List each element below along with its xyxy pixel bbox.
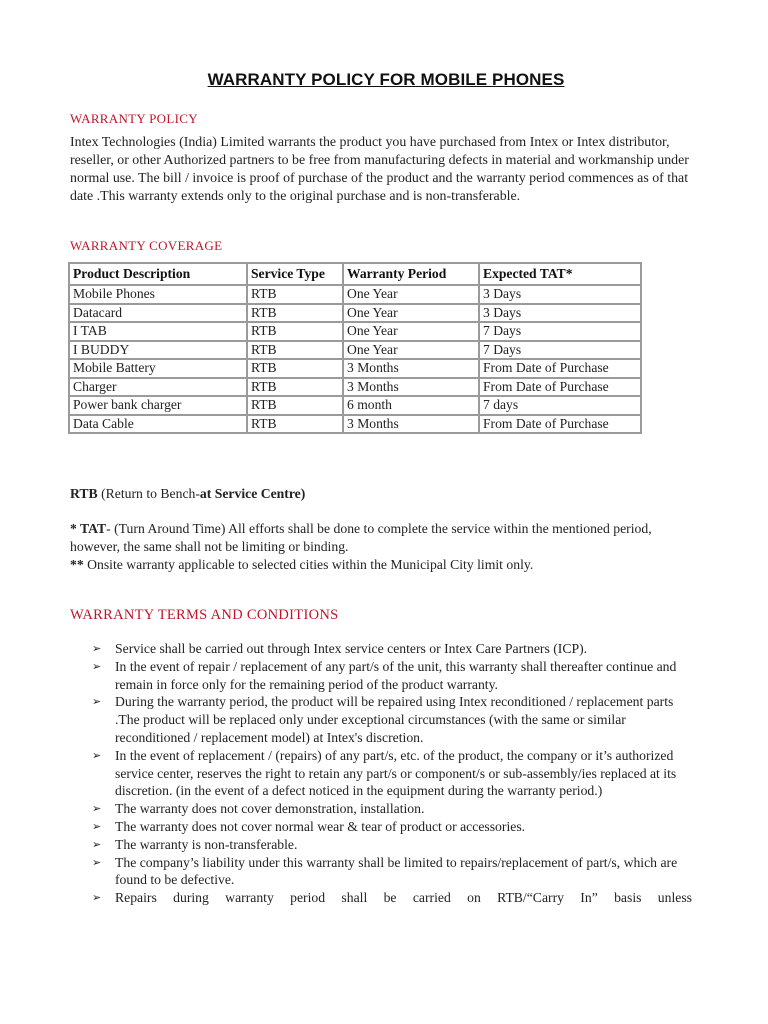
arrow-bullet-icon: ➢ bbox=[92, 642, 102, 655]
table-cell: RTB bbox=[247, 378, 343, 397]
table-cell: RTB bbox=[247, 341, 343, 360]
table-cell: From Date of Purchase bbox=[479, 359, 641, 378]
arrow-bullet-icon: ➢ bbox=[92, 819, 102, 833]
table-row bbox=[69, 396, 641, 415]
list-item bbox=[92, 658, 692, 694]
table-cell: 6 month bbox=[343, 396, 479, 415]
list-item bbox=[92, 818, 692, 836]
table-cell: 3 Months bbox=[343, 359, 479, 378]
list-item-text: Repairs during warranty period shall be carried on RTB/“Carry In” basis unless bbox=[115, 890, 692, 906]
table-cell: Mobile Battery bbox=[69, 359, 247, 378]
table-row bbox=[69, 341, 641, 360]
table-row bbox=[69, 304, 641, 323]
list-item bbox=[92, 747, 692, 800]
table-cell: I TAB bbox=[69, 322, 247, 341]
rtb-bold-text: at Service Centre) bbox=[199, 486, 306, 501]
list-item bbox=[92, 640, 692, 658]
rtb-note bbox=[70, 485, 692, 503]
tat-text: - (Turn Around Time) All efforts shall be done to complete the service within the mentioned period, however, the same shall not be limiting or binding. bbox=[70, 521, 652, 554]
list-item bbox=[92, 800, 692, 818]
table-row bbox=[69, 415, 641, 434]
arrow-bullet-icon: ➢ bbox=[92, 837, 102, 851]
list-item bbox=[92, 693, 692, 746]
table-cell: RTB bbox=[247, 285, 343, 304]
table-cell: I BUDDY bbox=[69, 341, 247, 360]
list-item-text: The warranty does not cover normal wear & tear of product or accessories. bbox=[115, 818, 526, 834]
arrow-bullet-icon: ➢ bbox=[92, 802, 102, 816]
column-header: Warranty Period bbox=[343, 263, 479, 285]
table-cell: RTB bbox=[247, 322, 343, 341]
warranty-coverage-table bbox=[68, 262, 642, 434]
table-cell: Datacard bbox=[69, 304, 247, 323]
warranty-policy-text: Intex Technologies (India) Limited warrants the product you have purchased from Intex or Intex distributor, reseller, or other Authorized partners to be free from manufacturing defects in material and workmanship under normal use. The bill / invoice is proof of purchase of the product and the warranty period commences as of that date .This warranty extends only to the original purchase and is non-transferable. bbox=[70, 135, 689, 204]
rtb-paren-text: (Return to Bench- bbox=[97, 486, 200, 501]
column-header: Service Type bbox=[247, 263, 343, 285]
warranty-coverage-heading: WARRANTY COVERAGE bbox=[70, 238, 223, 253]
onsite-star: ** bbox=[70, 556, 84, 572]
list-item bbox=[92, 854, 692, 890]
rtb-term: RTB bbox=[70, 486, 98, 501]
list-item-text: During the warranty period, the product will be repaired using Intex reconditioned / replacement parts .The product will be replaced only under exceptional circumstances (with the same or similar reconditioned / replacement model) at Intex's discretion. bbox=[115, 694, 674, 745]
arrow-bullet-icon: ➢ bbox=[92, 659, 102, 673]
arrow-bullet-icon: ➢ bbox=[92, 695, 102, 709]
table-cell: Power bank charger bbox=[69, 396, 247, 415]
table-cell: 3 Days bbox=[479, 304, 641, 323]
table-cell: From Date of Purchase bbox=[479, 378, 641, 397]
list-item-text: In the event of replacement / (repairs) of any part/s, etc. of the product, the company or it’s authorized service center, reserves the right to retain any part/s or component/s or sub-assembly/ies replaced at its discretion. (in the event of a defect noticed in the equipment during the warranty period.) bbox=[115, 747, 677, 799]
terms-list bbox=[92, 640, 692, 907]
column-header: Expected TAT* bbox=[479, 263, 641, 285]
table-cell: Charger bbox=[69, 378, 247, 397]
list-item-text: In the event of repair / replacement of any part/s of the unit, this warranty shall thereafter continue and remain in force only for the remaining period of the product warranty. bbox=[115, 658, 677, 692]
column-header: Product Description bbox=[69, 263, 247, 285]
table-cell: 7 Days bbox=[479, 341, 641, 360]
table-cell: 3 Months bbox=[343, 378, 479, 397]
arrow-bullet-icon: ➢ bbox=[92, 748, 102, 762]
table-row bbox=[69, 285, 641, 304]
warranty-policy-heading: WARRANTY POLICY bbox=[70, 111, 198, 126]
list-item-text: The warranty is non-transferable. bbox=[115, 836, 298, 852]
tat-note bbox=[70, 520, 692, 574]
list-item-text: The warranty does not cover demonstration, installation. bbox=[115, 801, 425, 817]
onsite-text: Onsite warranty applicable to selected cities within the Municipal City limit only. bbox=[83, 556, 534, 572]
page-title: WARRANTY POLICY FOR MOBILE PHONES bbox=[207, 70, 565, 89]
arrow-bullet-icon: ➢ bbox=[92, 891, 102, 905]
table-cell: 7 Days bbox=[479, 322, 641, 341]
list-item bbox=[92, 836, 692, 854]
table-row bbox=[69, 378, 641, 397]
table-cell: 3 Days bbox=[479, 285, 641, 304]
table-cell: 7 days bbox=[479, 396, 641, 415]
table-row bbox=[69, 359, 641, 378]
list-item-text: The company’s liability under this warranty shall be limited to repairs/replacement of part/s, which are found to be defective. bbox=[115, 854, 678, 888]
table-cell: Mobile Phones bbox=[69, 285, 247, 304]
table-cell: Data Cable bbox=[69, 415, 247, 434]
table-row bbox=[69, 322, 641, 341]
table-cell: From Date of Purchase bbox=[479, 415, 641, 434]
table-cell: One Year bbox=[343, 285, 479, 304]
table-cell: 3 Months bbox=[343, 415, 479, 434]
table-header-row bbox=[69, 263, 641, 285]
table-cell: RTB bbox=[247, 415, 343, 434]
list-item bbox=[92, 889, 692, 907]
table-cell: RTB bbox=[247, 359, 343, 378]
tat-term: * TAT bbox=[70, 521, 107, 536]
table-cell: One Year bbox=[343, 341, 479, 360]
table-cell: RTB bbox=[247, 396, 343, 415]
terms-heading: WARRANTY TERMS AND CONDITIONS bbox=[70, 607, 339, 623]
table-cell: One Year bbox=[343, 322, 479, 341]
table-cell: RTB bbox=[247, 304, 343, 323]
table-cell: One Year bbox=[343, 304, 479, 323]
list-item-text: Service shall be carried out through Intex service centers or Intex Care Partners (ICP). bbox=[115, 641, 588, 656]
arrow-bullet-icon: ➢ bbox=[92, 855, 102, 869]
